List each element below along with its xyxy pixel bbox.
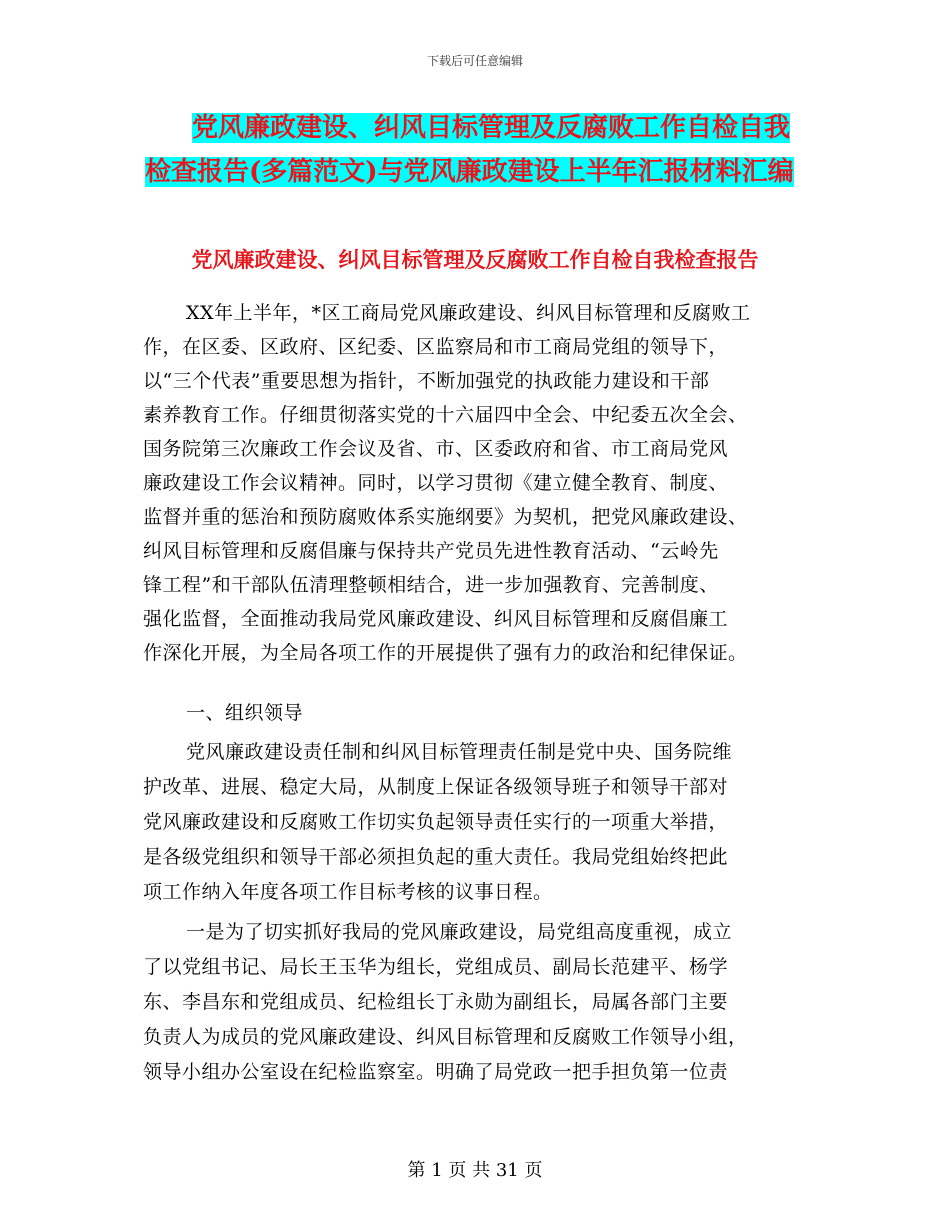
body-line: 以“三个代表”重要思想为指针，不断加强党的执政能力建设和干部: [143, 370, 710, 392]
body-line: 作深化开展，为全局各项工作的开展提供了强有力的政治和纪律保证。: [143, 642, 748, 664]
title-line-1-text: 党风廉政建设、纠风目标管理及反腐败工作自检自我: [192, 113, 791, 143]
body-line: 素养教育工作。仔细贯彻落实党的十六届四中全会、中纪委五次全会、: [143, 404, 748, 426]
body-line: 强化监督，全面推动我局党风廉政建设、纠风目标管理和反腐倡廉工: [143, 608, 729, 630]
body-line: 国务院第三次廉政工作会议及省、市、区委政府和省、市工商局党风: [143, 438, 729, 460]
body-line: XX年上半年，*区工商局党风廉政建设、纠风目标管理和反腐败工: [186, 302, 751, 324]
section-subtitle: 党风廉政建设、纠风目标管理及反腐败工作自检自我检查报告: [191, 247, 759, 272]
section-heading: 一、组织领导: [186, 702, 304, 724]
body-line: 负责人为成员的党风廉政建设、纠风目标管理和反腐败工作领导小组，: [143, 1026, 748, 1048]
body-line: 是各级党组织和领导干部必须担负起的重大责任。我局党组始终把此: [143, 846, 729, 868]
body-line: 项工作纳入年度各项工作目标考核的议事日程。: [143, 881, 553, 903]
body-line: 纠风目标管理和反腐倡廉与保持共产党员先进性教育活动、“云岭先: [143, 540, 719, 562]
body-line: 领导小组办公室设在纪检监察室。明确了局党政一把手担负第一位责: [143, 1061, 729, 1083]
body-line: 作，在区委、区政府、区纪委、区监察局和市工商局党组的领导下，: [143, 336, 729, 358]
page-footer: 第 1 页 共 31 页: [407, 1160, 543, 1181]
body-line: 廉政建设工作会议精神。同时，以学习贯彻《建立健全教育、制度、: [143, 472, 729, 494]
body-line: 锋工程”和干部队伍清理整顿相结合，进一步加强教育、完善制度、: [143, 574, 719, 596]
body-line: 护改革、进展、稳定大局，从制度上保证各级领导班子和领导干部对: [143, 776, 729, 798]
body-line: 东、李昌东和党组成员、纪检组长丁永勋为副组长，局属各部门主要: [143, 991, 729, 1013]
header-note: 下载后可任意编辑: [426, 54, 523, 68]
body-line: 监督并重的惩治和预防腐败体系实施纲要》为契机，把党风廉政建设、: [143, 506, 748, 528]
title-line-2-text: 检查报告(多篇范文)与党风廉政建设上半年汇报材料汇编: [145, 157, 794, 187]
body-line: 党风廉政建设责任制和纠风目标管理责任制是党中央、国务院维: [186, 741, 733, 763]
body-line: 党风廉政建设和反腐败工作切实负起领导责任实行的一项重大举措，: [143, 811, 729, 833]
body-line: 了以党组书记、局长王玉华为组长，党组成员、副局长范建平、杨学: [143, 956, 729, 978]
title-line-2: [145, 150, 825, 194]
body-line: 一是为了切实抓好我局的党风廉政建设，局党组高度重视，成立: [186, 921, 733, 943]
title-line-1: [192, 106, 872, 150]
